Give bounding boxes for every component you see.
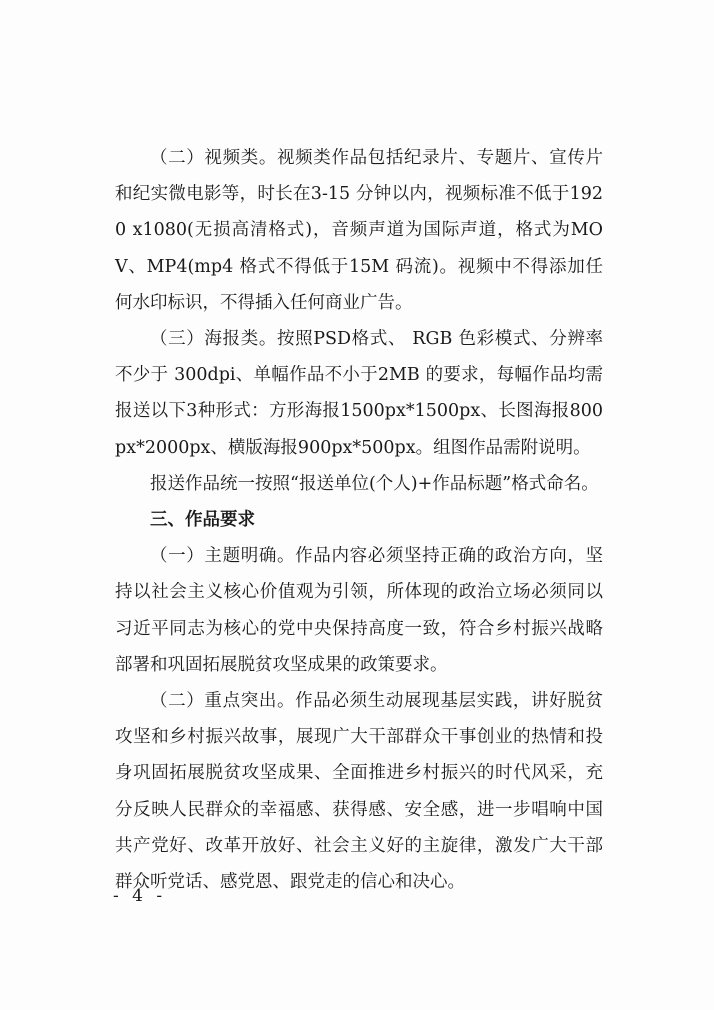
document-body <box>115 140 603 900</box>
paragraph-naming-rule: 报送作品统一按照“报送单位(个人)+作品标题”格式命名。 <box>150 473 599 494</box>
paragraph-key-focus: （二）重点突出。作品必须生动展现基层实践，讲好脱贫攻坚和乡村振兴故事，展现广大干部群众干事创业的热情和投身巩固拓展脱贫攻坚成果、全面推进乡村振兴的时代风采，充分反映人民群众的幸福感、获得感、安全感，进一步唱响中国共产党好、改革开放好、社会主义好的主旋律，激发广大干部群众听党话、感党恩、跟党走的信心和决心。 <box>115 691 603 893</box>
paragraph-video-category: （二）视频类。视频类作品包括纪录片、专题片、宣传片和纪实微电影等，时长在3-15 分钟以内，视频标准不低于1920 x1080(无损高清格式)，音频声道为国际声道，格式为MOV、MP4(mp4 格式不得低于15M 码流)。视频中不得添加任何水印标识，不得插入任何商业广告。 <box>115 148 603 313</box>
page-number: - 4 - <box>113 886 167 906</box>
paragraph-clear-theme: （一）主题明确。作品内容必须坚持正确的政治方向，坚持以社会主义核心价值观为引领，所体现的政治立场必须同以习近平同志为核心的党中央保持高度一致，符合乡村振兴战略部署和巩固拓展脱贫攻坚成果的政策要求。 <box>115 546 603 675</box>
section-heading-requirements: 三、作品要求 <box>150 510 255 531</box>
paragraph-poster-category: （三）海报类。按照PSD格式、 RGB 色彩模式、分辨率不少于 300dpi、单幅作品不小于2MB 的要求，每幅作品均需报送以下3种形式：方形海报1500px*1500px、长图海报800px*2000px、横版海报900px*500px。组图作品需附说明。 <box>115 329 603 458</box>
